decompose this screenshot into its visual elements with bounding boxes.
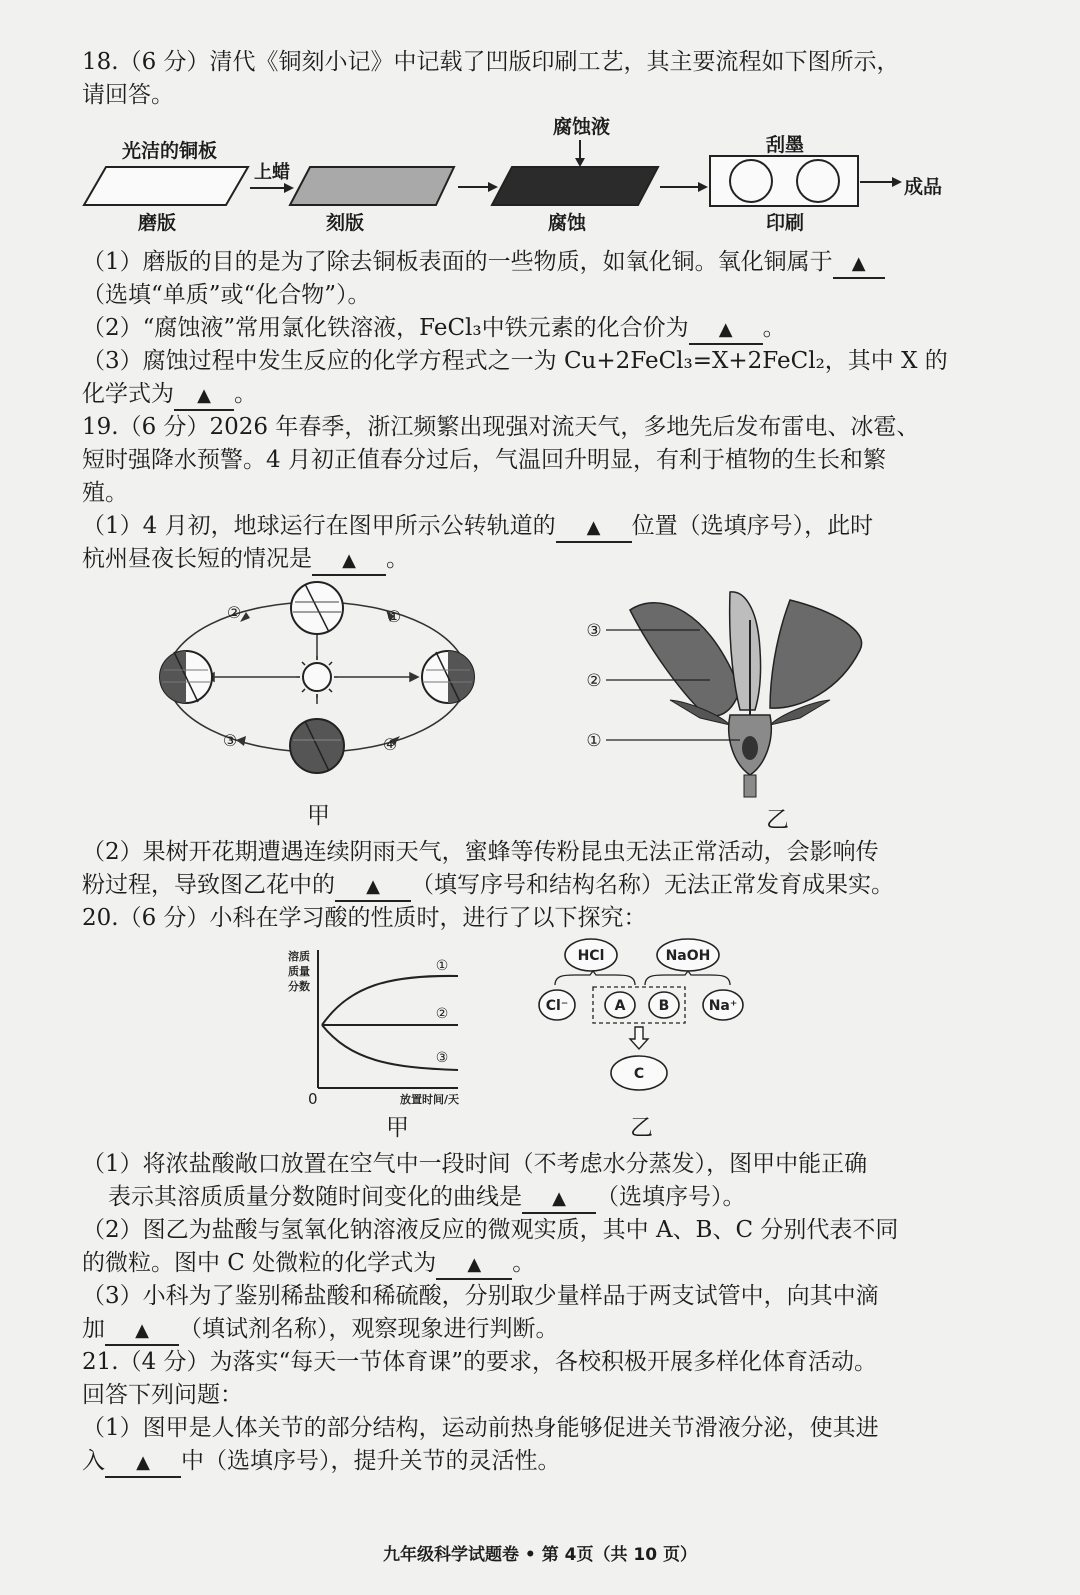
q19-p1-text: （1）4 月初，地球运行在图甲所示公转轨道的 xyxy=(82,513,556,539)
answer-blank[interactable]: ▲ xyxy=(105,1450,181,1478)
q19-p1-line2 xyxy=(82,543,409,576)
q19-p2-text2: （填写序号和结构名称）无法正常发育成果实。 xyxy=(411,872,894,898)
answer-blank[interactable]: ▲ xyxy=(833,251,885,279)
page-footer: 九年级科学试题卷 • 第 4页（共 10 页） xyxy=(383,1545,697,1565)
fig-label-yi-19: 乙 xyxy=(766,807,789,833)
label-step-etch: 腐蚀 xyxy=(548,212,587,234)
graph-origin: 0 xyxy=(308,1090,318,1108)
answer-blank[interactable]: ▲ xyxy=(335,874,411,902)
copper-plate-waxed xyxy=(290,167,454,205)
q20-p2-text: 的微粒。图中 C 处微粒的化学式为 xyxy=(82,1250,437,1276)
concentration-graph xyxy=(280,940,480,1110)
q20-p3-line1: （3）小科为了鉴别稀盐酸和稀硫酸，分别取少量样品于两支试管中，向其中滴 xyxy=(82,1283,879,1309)
q19-p1-end: 。 xyxy=(386,546,409,572)
down-arrow-icon xyxy=(630,1027,648,1049)
earth-position-left xyxy=(160,651,212,703)
label-etch-liquid: 腐蚀液 xyxy=(553,116,611,138)
answer-blank[interactable]: ▲ xyxy=(174,383,234,411)
q19-stem-line2: 短时强降水预警。4 月初正值春分过后，气温回升明显，有利于植物的生长和繁 xyxy=(82,447,886,473)
q18-p3-line2 xyxy=(82,378,257,411)
q21-p1-line1: （1）图甲是人体关节的部分结构，运动前热身能够促进关节滑液分泌，使其进 xyxy=(82,1415,879,1441)
q18-stem-line2: 请回答。 xyxy=(82,82,174,108)
q20-p1-text: 表示其溶质质量分数随时间变化的曲线是 xyxy=(108,1184,522,1210)
q18-p3-line1: （3）腐蚀过程中发生反应的化学方程式之一为 Cu+2FeCl₃=X+2FeCl₂，其中 X 的 xyxy=(82,348,948,374)
flower-figure xyxy=(580,590,880,800)
q21-stem-line1: 21.（4 分）为落实“每天一节体育课”的要求，各校积极开展多样化体育活动。 xyxy=(82,1349,878,1375)
cl-label: Cl⁻ xyxy=(545,998,569,1014)
curve-label-2: ② xyxy=(435,1006,449,1022)
q19-stem-line1: 19.（6 分）2026 年春季，浙江频繁出现强对流天气，多地先后发布雷电、冰雹、 xyxy=(82,414,920,440)
q18-p1-line2: （选填“单质”或“化合物”）。 xyxy=(82,282,371,308)
answer-blank[interactable]: ▲ xyxy=(312,548,386,576)
fig-label-yi-20: 乙 xyxy=(630,1115,653,1141)
label-step-engrave: 刻版 xyxy=(326,212,365,234)
graph-ylabel-2: 质量 xyxy=(288,965,310,978)
q19-p2-line2 xyxy=(82,869,894,902)
orbit-label-4: ④ xyxy=(382,735,398,754)
copper-plate-etched xyxy=(492,167,658,205)
q19-stem-line3: 殖。 xyxy=(82,480,128,506)
q20-p1-line2 xyxy=(108,1181,746,1214)
process-diagram xyxy=(70,110,970,240)
q20-stem: 20.（6 分）小科在学习酸的性质时，进行了以下探究： xyxy=(82,905,647,931)
q19-p1-text2: 位置（选填序号），此时 xyxy=(631,513,874,539)
answer-blank[interactable]: ▲ xyxy=(689,317,763,345)
flower-icon xyxy=(630,592,862,797)
earth-orbit-figure xyxy=(150,580,490,790)
label-wax: 上蜡 xyxy=(254,162,290,183)
earth-position-top xyxy=(291,582,343,634)
q20-p3-end: （填试剂名称），观察现象进行判断。 xyxy=(179,1316,559,1342)
q21-stem-line2: 回答下列问题： xyxy=(82,1382,243,1408)
a-label: A xyxy=(614,998,626,1014)
reaction-particles-figure xyxy=(535,935,765,1095)
orbit-label-2: ② xyxy=(226,603,242,622)
flower-label-3: ③ xyxy=(586,621,602,641)
q20-p2-line1: （2）图乙为盐酸与氢氧化钠溶液反应的微观实质，其中 A、B、C 分别代表不同 xyxy=(82,1217,899,1243)
q19-p1-line1 xyxy=(82,510,873,543)
q18-p1-text: （1）磨版的目的是为了除去铜板表面的一些物质，如氧化铜。氧化铜属于 xyxy=(82,249,833,275)
label-step-polish: 磨版 xyxy=(138,212,177,234)
label-ink-scrape: 刮墨 xyxy=(766,134,805,156)
b-label: B xyxy=(658,998,670,1014)
q20-p3-line2 xyxy=(82,1313,559,1346)
answer-blank[interactable]: ▲ xyxy=(556,515,632,543)
na-label: Na⁺ xyxy=(708,998,738,1014)
q18-p2-text: （2）“腐蚀液”常用氯化铁溶液，FeCl₃中铁元素的化合价为 xyxy=(82,315,689,341)
q20-p2-line2 xyxy=(82,1247,535,1280)
q19-p2-text: 粉过程，导致图乙花中的 xyxy=(82,872,335,898)
q20-p2-end: 。 xyxy=(512,1250,536,1276)
label-product: 成品 xyxy=(904,176,943,198)
flower-label-2: ② xyxy=(586,671,602,691)
q18-p2 xyxy=(82,312,786,345)
c-label: C xyxy=(633,1066,645,1082)
q21-p1-text2: 中（选填序号），提升关节的灵活性。 xyxy=(181,1448,561,1474)
label-step-print: 印刷 xyxy=(766,212,805,234)
sun-icon xyxy=(296,656,338,698)
q18-stem-line1: 18.（6 分）清代《铜刻小记》中记载了凹版印刷工艺，其主要流程如下图所示， xyxy=(82,49,900,75)
q20-p3-text: 加 xyxy=(82,1316,105,1342)
q19-p1-text3: 杭州昼夜长短的情况是 xyxy=(82,546,312,572)
earth-position-bottom xyxy=(290,719,344,773)
orbit-label-3: ③ xyxy=(222,731,238,750)
copper-plate-blank xyxy=(84,167,248,205)
orbit-label-1: ① xyxy=(386,607,402,626)
hcl-label: HCl xyxy=(577,948,605,964)
q20-p1-line1: （1）将浓盐酸敞口放置在空气中一段时间（不考虑水分蒸发），图甲中能正确 xyxy=(82,1151,868,1177)
flower-label-1: ① xyxy=(586,731,602,751)
earth-position-right xyxy=(422,651,474,703)
curve-label-3: ③ xyxy=(435,1050,449,1066)
q19-p2-line1: （2）果树开花期遭遇连续阴雨天气，蜜蜂等传粉昆虫无法正常活动，会影响传 xyxy=(82,839,879,865)
answer-blank[interactable]: ▲ xyxy=(436,1252,512,1280)
q18-p1-line1 xyxy=(82,246,885,279)
fig-label-jia-20: 甲 xyxy=(386,1115,409,1141)
q21-p1-line2 xyxy=(82,1445,561,1478)
naoh-label: NaOH xyxy=(665,948,711,964)
graph-ylabel-3: 分数 xyxy=(288,980,310,993)
q18-p3-text: 化学式为 xyxy=(82,381,174,407)
answer-blank[interactable]: ▲ xyxy=(105,1318,179,1346)
q20-p1-end: （选填序号）。 xyxy=(596,1184,746,1210)
graph-ylabel-1: 溶质 xyxy=(288,950,310,963)
fig-label-jia-19: 甲 xyxy=(307,803,330,829)
q18-p2-end: 。 xyxy=(762,315,786,341)
q18-p3-end: 。 xyxy=(234,381,257,407)
label-copper-plate: 光洁的铜板 xyxy=(122,140,218,162)
curve-label-1: ① xyxy=(435,958,449,974)
graph-xlabel: 放置时间/天 xyxy=(400,1093,460,1106)
q21-p1-text: 入 xyxy=(82,1448,105,1474)
answer-blank[interactable]: ▲ xyxy=(522,1186,596,1214)
